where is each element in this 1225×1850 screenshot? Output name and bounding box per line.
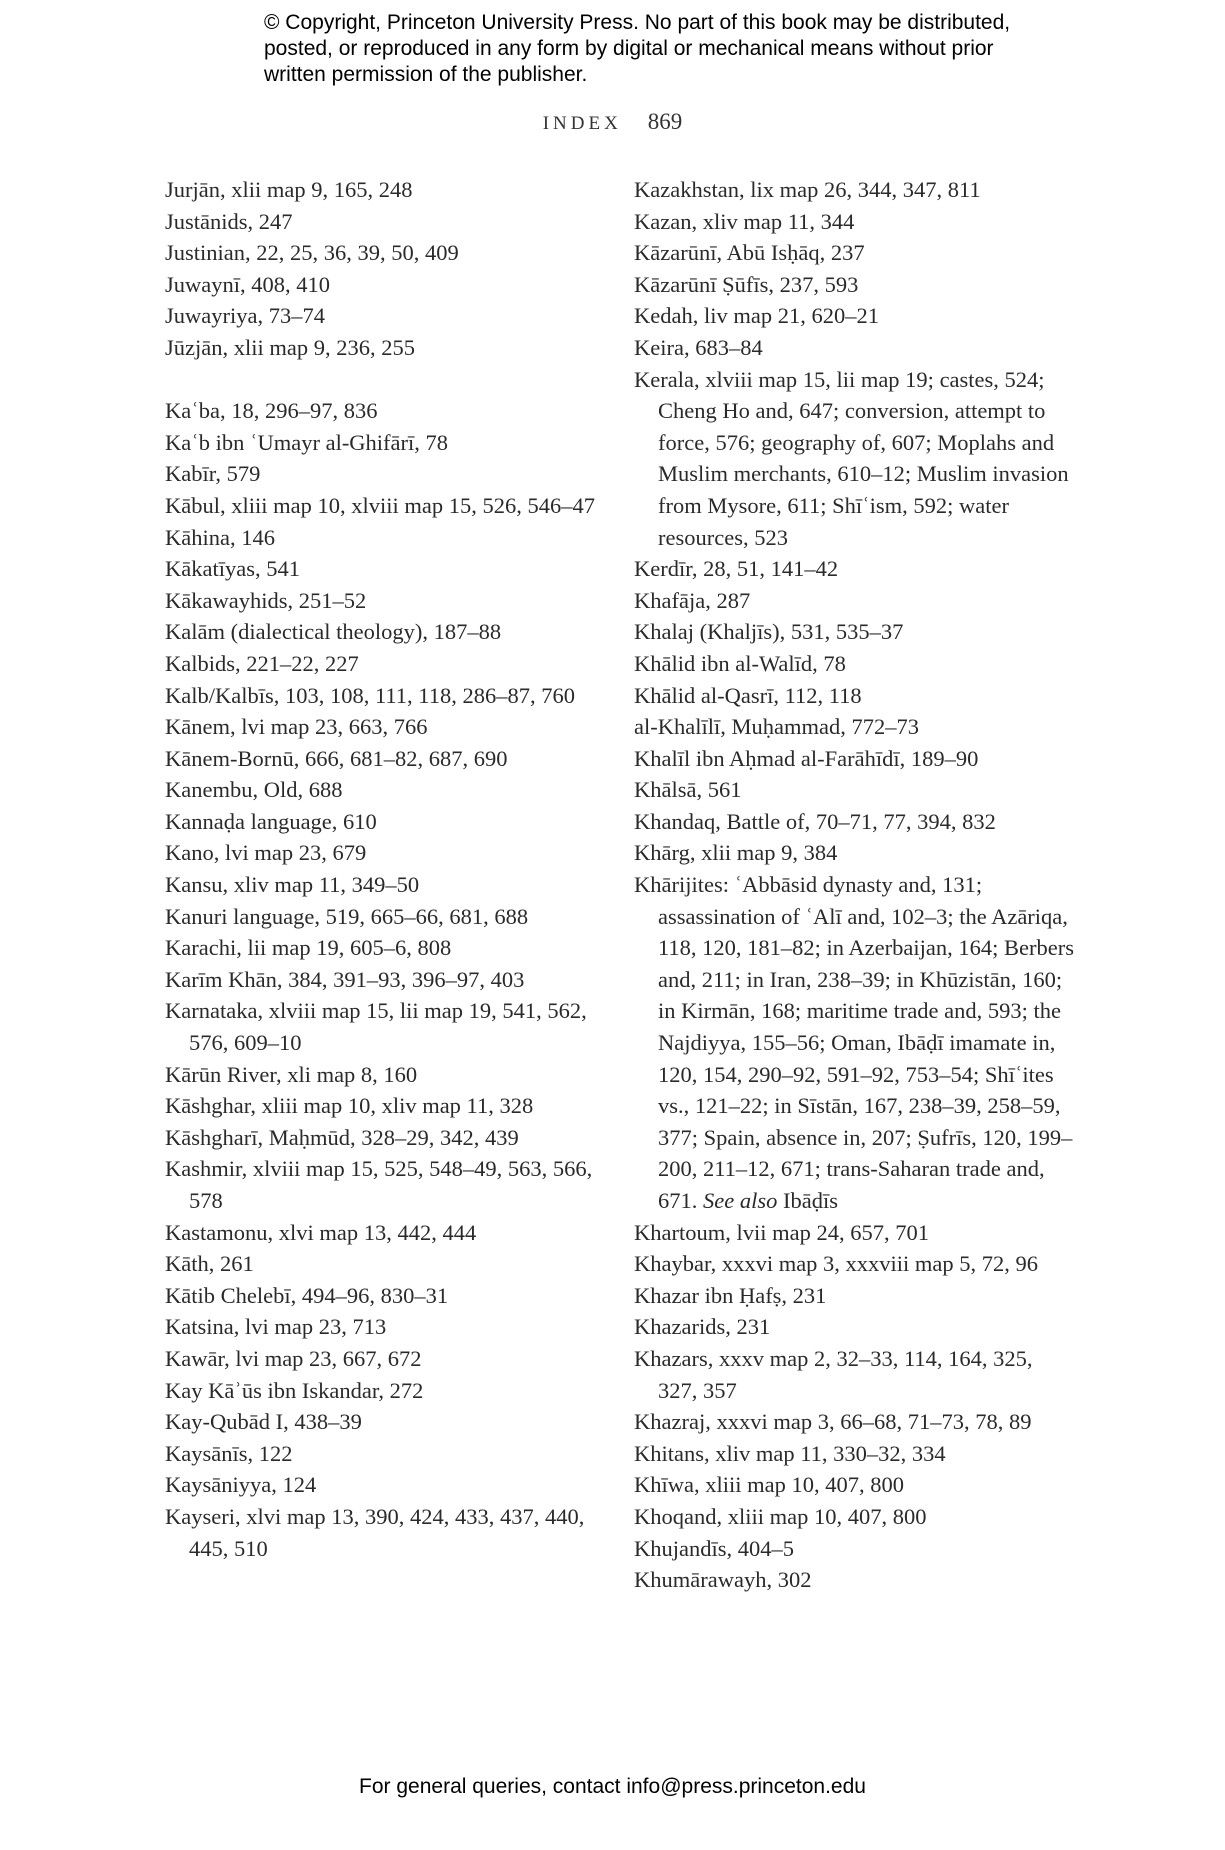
index-entry: Kaysāniyya, 124	[165, 1472, 317, 1498]
index-entry: Kay Kāʾūs ibn Iskandar, 272	[165, 1377, 424, 1403]
index-entry: Karachi, lii map 19, 605–6, 808	[165, 935, 452, 961]
index-entry: Jurjān, xlii map 9, 165, 248	[165, 177, 413, 202]
index-entry: Kābul, xliii map 10, xlviii map 15, 526, 546–47	[165, 492, 595, 518]
index-entry: Juwayriya, 73–74	[165, 303, 325, 329]
index-entry: Kāhina, 146	[165, 524, 275, 550]
index-entry: Kannaḍa language, 610	[165, 808, 377, 834]
index-entry: Khoqand, xliii map 10, 407, 800	[634, 1503, 927, 1529]
index-entry: Kānem-Bornū, 666, 681–82, 687, 690	[165, 745, 508, 771]
index-entry: Kāshgharī, Maḥmūd, 328–29, 342, 439	[165, 1124, 519, 1150]
index-entry: Justinian, 22, 25, 36, 39, 50, 409	[165, 240, 459, 266]
index-column-right	[634, 174, 1074, 1596]
index-entry: Khālid ibn al-Walīd, 78	[634, 650, 846, 676]
index-entry: Khafāja, 287	[634, 587, 751, 613]
index-entry: Khārg, xlii map 9, 384	[634, 840, 838, 866]
index-entry: Kalām (dialectical theology), 187–88	[165, 619, 502, 645]
index-entry: Khumārawayh, 302	[634, 1567, 812, 1593]
index-entry: Kāzarūnī Ṣūfīs, 237, 593	[634, 271, 859, 297]
letter-group-spacer	[165, 364, 600, 396]
index-entry: Karīm Khān, 384, 391–93, 396–97, 403	[165, 966, 525, 992]
index-entry: Khazars, xxxv map 2, 32–33, 114, 164, 325, 327, 357	[634, 1345, 1033, 1403]
index-entry: Kastamonu, xlvi map 13, 442, 444	[165, 1219, 477, 1245]
index-entry: Kayseri, xlvi map 13, 390, 424, 433, 437, 440, 445, 510	[165, 1503, 585, 1561]
index-entry: Kaysānīs, 122	[165, 1440, 293, 1466]
index-entry: Kalb/Kalbīs, 103, 108, 111, 118, 286–87, 760	[165, 682, 575, 708]
index-entry: Kāshghar, xliii map 10, xliv map 11, 328	[165, 1093, 534, 1119]
index-entry: Khartoum, lvii map 24, 657, 701	[634, 1219, 929, 1245]
copyright-notice: © Copyright, Princeton University Press. No part of this book may be distributed, posted, or reproduced in any form by digital or mechanical means without prior written permission of the publisher.	[264, 11, 1011, 86]
index-entry: Kārūn River, xli map 8, 160	[165, 1061, 418, 1087]
index-entry-kharijites	[634, 869, 1074, 1217]
index-entry: Keira, 683–84	[634, 334, 763, 360]
index-entry: al-Khalīlī, Muḥammad, 772–73	[634, 714, 919, 740]
index-entry: Khalīl ibn Aḥmad al-Farāhīdī, 189–90	[634, 745, 979, 771]
index-entry: Khalaj (Khaljīs), 531, 535–37	[634, 619, 904, 645]
index-entry: Khazarids, 231	[634, 1314, 771, 1340]
index-entry: Khazar ibn Ḥafṣ, 231	[634, 1282, 827, 1308]
index-entry: Kalbids, 221–22, 227	[165, 650, 359, 676]
index-entry: Kāth, 261	[165, 1251, 254, 1277]
index-entry: Kāzarūnī, Abū Isḥāq, 237	[634, 240, 865, 266]
index-entry: Kazakhstan, lix map 26, 344, 347, 811	[634, 177, 981, 202]
index-entry: Kazan, xliv map 11, 344	[634, 208, 855, 234]
index-entry: Kay-Qubād I, 438–39	[165, 1409, 362, 1435]
index-entry: Kānem, lvi map 23, 663, 766	[165, 714, 428, 740]
index-entry: Kedah, liv map 21, 620–21	[634, 303, 879, 329]
index-entry: Jūzjān, xlii map 9, 236, 255	[165, 334, 415, 360]
running-head	[0, 109, 1225, 135]
index-entry: Kerala, xlviii map 15, lii map 19; castes, 524; Cheng Ho and, 647; conversion, attempt to force, 576; geography of, 607; Moplahs and Muslim merchants, 610–12; Muslim invasion from Mysore, 611; Shīʿism, 592; water resources, 523	[634, 366, 1069, 550]
index-entry: Juwaynī, 408, 410	[165, 271, 330, 297]
index-entry: Khālid al-Qasrī, 112, 118	[634, 682, 862, 708]
index-entry: Katsina, lvi map 23, 713	[165, 1314, 387, 1340]
see-also-label: See also	[703, 1188, 778, 1213]
index-entry: Kawār, lvi map 23, 667, 672	[165, 1345, 422, 1371]
index-entry: Kabīr, 579	[165, 461, 261, 487]
index-entry: Kaʿb ibn ʿUmayr al-Ghifārī, 78	[165, 429, 449, 455]
running-head-label: INDEX	[542, 113, 622, 134]
footer-contact: For general queries, contact info@press.princeton.edu	[359, 1775, 866, 1798]
index-entry: Khālsā, 561	[634, 777, 742, 803]
index-entry: Kanembu, Old, 688	[165, 777, 343, 803]
index-entry: Karnataka, xlviii map 15, lii map 19, 541, 562, 576, 609–10	[165, 998, 587, 1056]
index-entry: Kano, lvi map 23, 679	[165, 840, 367, 866]
index-entry: Kerdīr, 28, 51, 141–42	[634, 556, 839, 582]
index-entry: Khitans, xliv map 11, 330–32, 334	[634, 1440, 946, 1466]
index-entry: Kanuri language, 519, 665–66, 681, 688	[165, 903, 529, 929]
index-entry: Kashmir, xlviii map 15, 525, 548–49, 563, 566, 578	[165, 1156, 593, 1213]
entry-text: Khārijites: ʿAbbāsid dynasty and, 131; assassination of ʿAlī and, 102–3; the Azāriqa, 118, 120, 181–82; in Azerbaijan, 164; Berbers and, 211; in Iran, 238–39; in Khūzistān, 160; in Kirmān, 168; maritime trade and, 593; the Najdiyya, 155–56; Oman, Ibāḍī imamate in, 120, 154, 290–92, 591–92, 753–54; Shīʿites vs., 121–22; in Sīstān, 167, 238–39, 258–59, 377; Spain, absence in, 207; Ṣufrīs, 120, 199–200, 211–12, 671; trans-Saharan trade and, 671.	[634, 872, 1074, 1213]
index-entry: Kansu, xliv map 11, 349–50	[165, 872, 420, 898]
index-entry: Khaybar, xxxvi map 3, xxxviii map 5, 72, 96	[634, 1251, 1039, 1277]
index-entry: Kaʿba, 18, 296–97, 836	[165, 398, 378, 424]
see-also-target: Ibāḍīs	[782, 1188, 838, 1213]
index-entry: Khandaq, Battle of, 70–71, 77, 394, 832	[634, 808, 996, 834]
page-number: 869	[647, 109, 683, 134]
index-column-left	[165, 174, 600, 1564]
index-entry: Khazraj, xxxvi map 3, 66–68, 71–73, 78, 89	[634, 1409, 1032, 1435]
index-entry: Kākatīyas, 541	[165, 556, 300, 582]
index-entry: Khujandīs, 404–5	[634, 1535, 794, 1561]
index-entry: Kātib Chelebī, 494–96, 830–31	[165, 1282, 449, 1308]
index-entry: Justānids, 247	[165, 208, 293, 234]
index-entry: Kākawayhids, 251–52	[165, 587, 367, 613]
index-entry: Khīwa, xliii map 10, 407, 800	[634, 1472, 904, 1498]
